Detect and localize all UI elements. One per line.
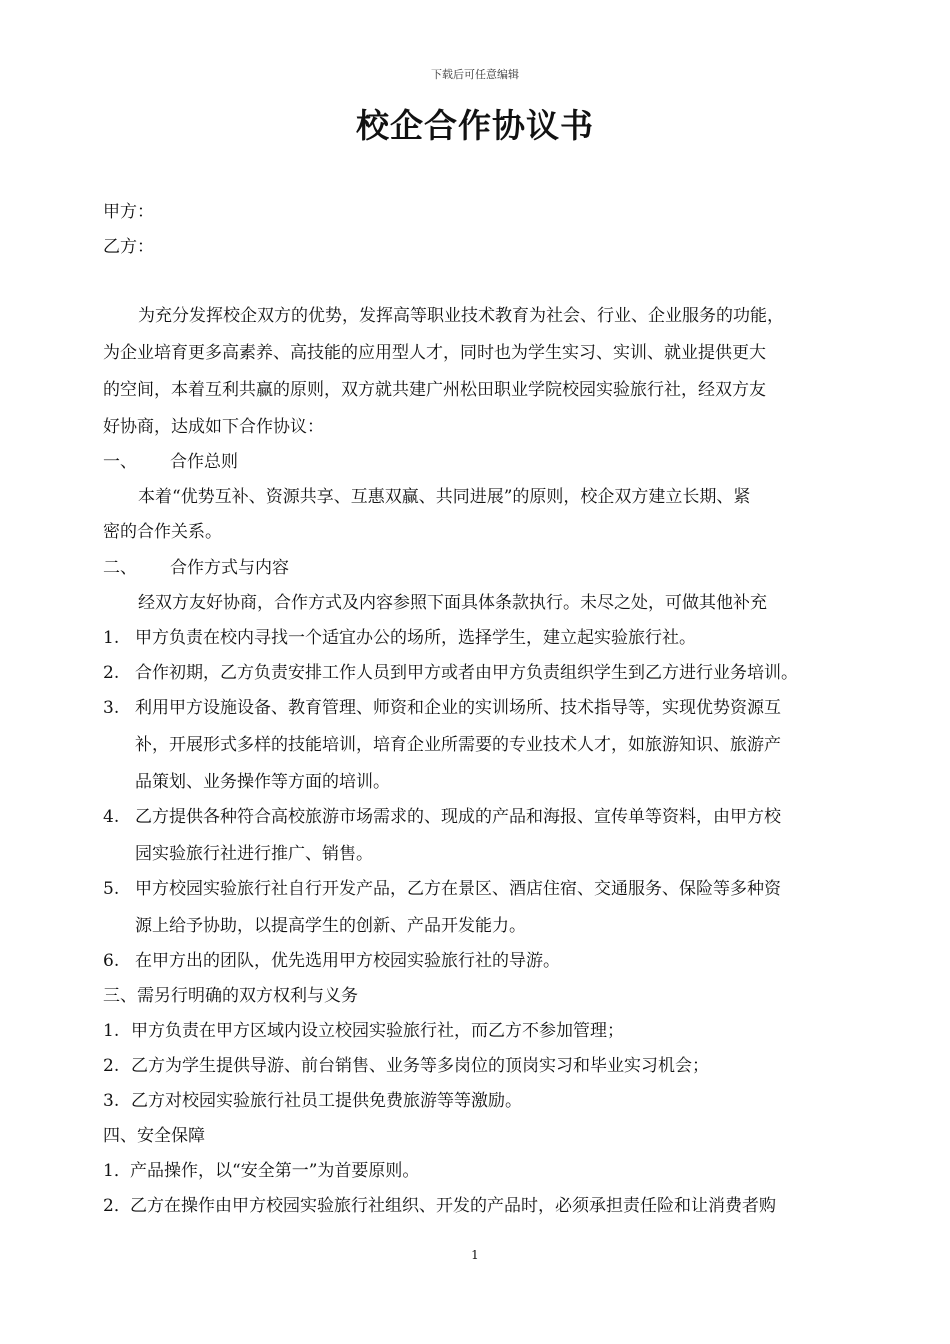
section-heading: 四、安全保障	[103, 1126, 205, 1146]
page-header: 下载后可任意编辑	[431, 68, 519, 81]
list-item-line: 产品操作，以“安全第一”为首要原则。	[130, 1161, 420, 1181]
list-number: 3.	[103, 698, 120, 718]
list-item-line: 园实验旅行社进行推广、销售。	[135, 844, 373, 864]
section-number: 二、	[103, 558, 137, 578]
list-number: 1．	[103, 1161, 131, 1181]
list-number: 3.	[103, 1091, 120, 1111]
list-number: 2．	[103, 1196, 131, 1216]
section-number: 一、	[103, 452, 137, 472]
list-item-line: 品策划、业务操作等方面的培训。	[135, 772, 390, 792]
intro-line: 好协商，达成如下合作协议：	[103, 417, 324, 437]
document-title: 校企合作协议书	[356, 106, 594, 145]
paragraph-line: 本着“优势互补、资源共享、互惠双赢、共同进展”的原则，校企双方建立长期、紧	[138, 487, 751, 507]
list-item-line: 合作初期，乙方负责安排工作人员到甲方或者由甲方负责组织学生到乙方进行业务培训。	[135, 663, 798, 683]
page-number: 1	[471, 1248, 479, 1262]
list-number: 1.	[103, 1021, 120, 1041]
list-item-line: 乙方提供各种符合高校旅游市场需求的、现成的产品和海报、宣传单等资料，由甲方校	[135, 807, 781, 827]
intro-line: 为企业培育更多高素养、高技能的应用型人才，同时也为学生实习、实训、就业提供更大	[103, 343, 766, 363]
list-item-line: 甲方校园实验旅行社自行开发产品，乙方在景区、酒店住宿、交通服务、保险等多种资	[135, 879, 781, 899]
list-number: 5.	[103, 879, 120, 899]
list-item-line: 乙方对校园实验旅行社员工提供免费旅游等等激励。	[131, 1091, 522, 1111]
intro-line: 的空间，本着互利共赢的原则，双方就共建广州松田职业学院校园实验旅行社，经双方友	[103, 380, 766, 400]
list-item-line: 乙方在操作由甲方校园实验旅行社组织、开发的产品时，必须承担责任险和让消费者购	[130, 1196, 776, 1216]
list-item-line: 甲方负责在甲方区域内设立校园实验旅行社，而乙方不参加管理；	[131, 1021, 624, 1041]
list-item-line: 补，开展形式多样的技能培训，培育企业所需要的专业技术人才，如旅游知识、旅游产	[135, 735, 781, 755]
paragraph-line: 经双方友好协商，合作方式及内容参照下面具体条款执行。未尽之处，可做其他补充	[138, 593, 767, 613]
list-item-line: 甲方负责在校内寻找一个适宜办公的场所，选择学生，建立起实验旅行社。	[135, 628, 696, 648]
party-a-label: 甲方：	[103, 202, 154, 222]
list-number: 6.	[103, 951, 120, 971]
list-number: 2.	[103, 1056, 120, 1076]
section-heading: 合作方式与内容	[170, 558, 289, 578]
list-number: 2.	[103, 663, 120, 683]
list-item-line: 利用甲方设施设备、教育管理、师资和企业的实训场所、技术指导等，实现优势资源互	[135, 698, 781, 718]
section-heading: 合作总则	[170, 452, 238, 472]
list-item-line: 源上给予协助，以提高学生的创新、产品开发能力。	[135, 916, 526, 936]
party-b-label: 乙方：	[103, 237, 154, 257]
list-item-line: 在甲方出的团队，优先选用甲方校园实验旅行社的导游。	[135, 951, 560, 971]
paragraph-line: 密的合作关系。	[103, 522, 222, 542]
section-heading: 三、需另行明确的双方权利与义务	[103, 986, 358, 1006]
list-number: 4.	[103, 807, 120, 827]
intro-line: 为充分发挥校企双方的优势，发挥高等职业技术教育为社会、行业、企业服务的功能，	[138, 306, 784, 326]
list-item-line: 乙方为学生提供导游、前台销售、业务等多岗位的顶岗实习和毕业实习机会；	[131, 1056, 709, 1076]
list-number: 1.	[103, 628, 120, 648]
